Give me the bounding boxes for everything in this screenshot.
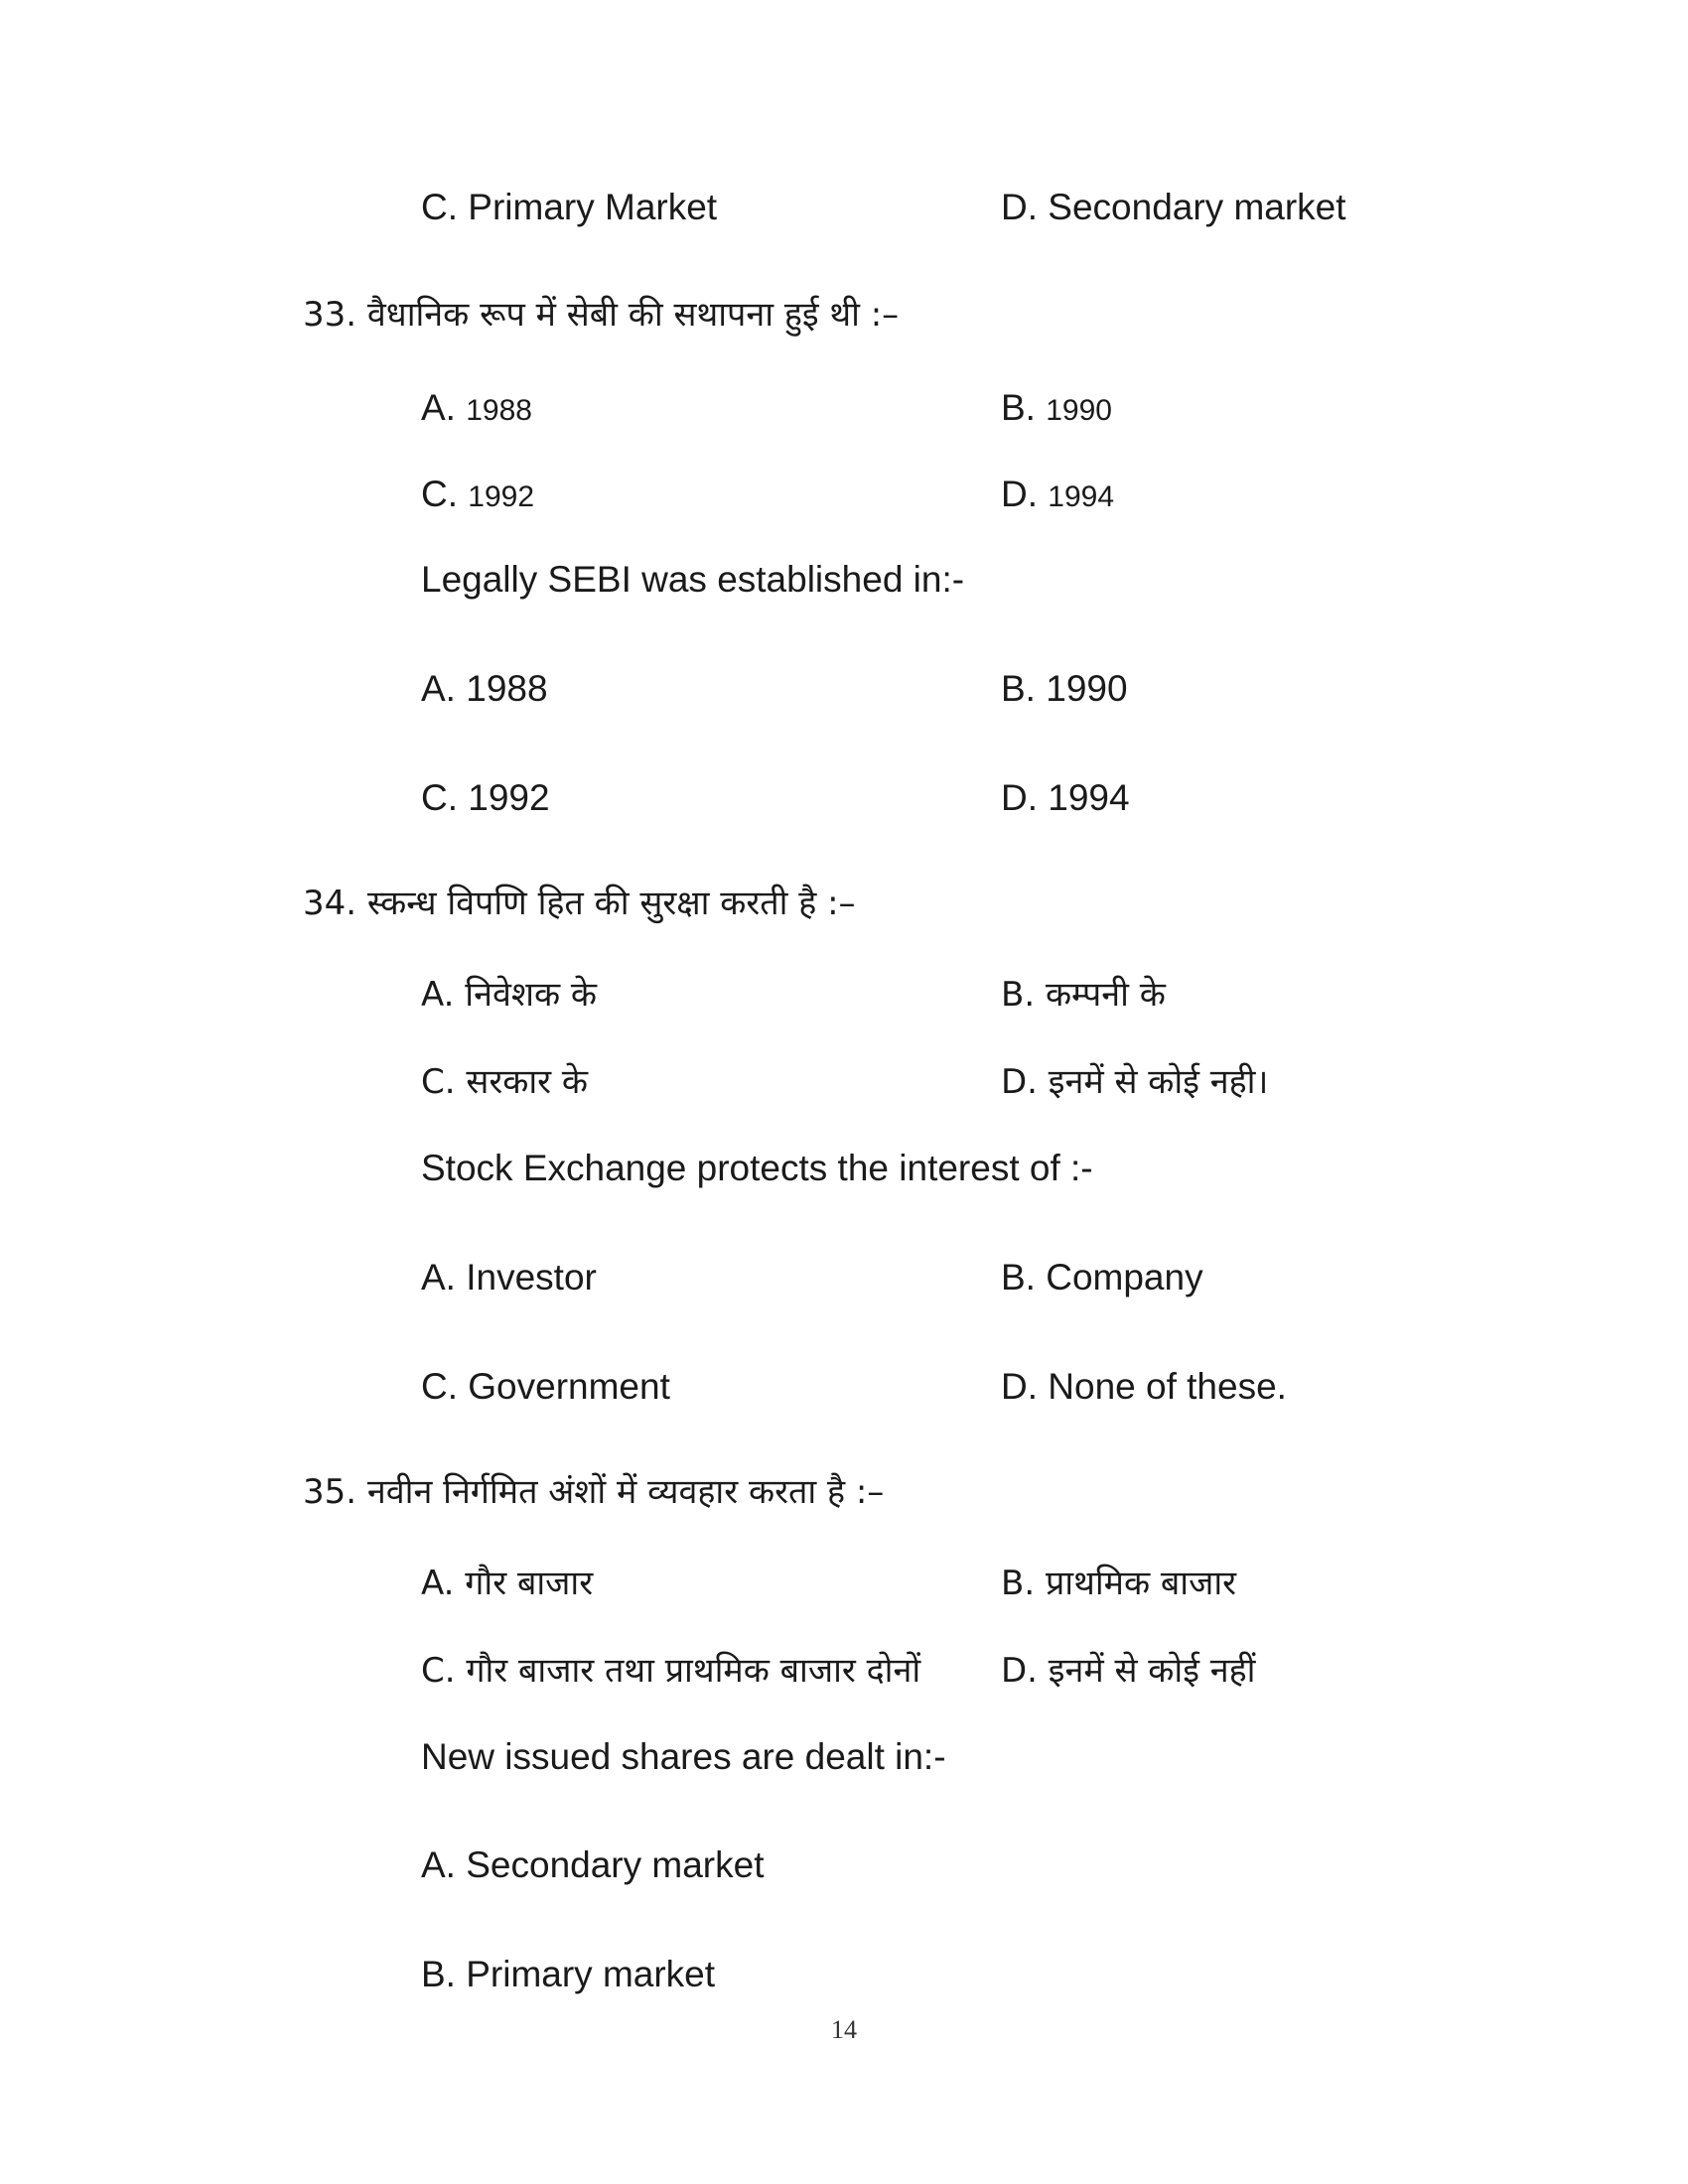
question-34-english: Stock Exchange protects the interest of :- — [421, 1148, 1093, 1188]
q35-hindi-option-b: B. प्राथमिक बाजार — [1001, 1564, 1237, 1603]
q35-hindi-option-a: A. गौर बाजार — [421, 1564, 594, 1603]
option-value: 1994 — [1048, 480, 1115, 513]
question-33-hindi: 33. वैधानिक रूप में सेबी की सथापना हुई थी :– — [303, 295, 900, 335]
q33-hindi-option-b — [1001, 389, 1112, 426]
option-c: C. Primary Market — [421, 187, 718, 227]
question-33-english: Legally SEBI was established in:- — [421, 559, 965, 600]
q33-hindi-option-a — [421, 389, 532, 426]
q34-option-a: A. Investor — [421, 1257, 597, 1297]
q35-option-b: B. Primary market — [421, 1954, 716, 1994]
q34-hindi-option-b: B. कम्पनी के — [1001, 975, 1166, 1015]
q33-option-d: D. 1994 — [1001, 777, 1130, 818]
q33-hindi-option-d — [1001, 476, 1114, 512]
option-d: D. Secondary market — [1001, 187, 1346, 227]
q33-option-a: A. 1988 — [421, 668, 548, 709]
q34-hindi-option-a: A. निवेशक के — [421, 975, 598, 1015]
q35-hindi-option-c: C. गौर बाजार तथा प्राथमिक बाजार दोनों — [421, 1651, 921, 1691]
page-number: 14 — [831, 2015, 857, 2044]
option-label: C. — [421, 474, 458, 514]
q34-option-d: D. None of these. — [1001, 1366, 1287, 1407]
q34-option-c: C. Government — [421, 1366, 670, 1407]
q34-hindi-option-d: D. इनमें से कोई नही। — [1001, 1062, 1269, 1102]
question-35-english: New issued shares are dealt in:- — [421, 1736, 946, 1777]
question-34-hindi: 34. स्कन्ध विपणि हित की सुरक्षा करती है :– — [303, 884, 856, 923]
option-label: B. — [1001, 387, 1036, 428]
q33-option-b: B. 1990 — [1001, 668, 1128, 709]
option-label: D. — [1001, 474, 1038, 514]
option-value: 1992 — [468, 480, 535, 513]
q33-hindi-option-c — [421, 476, 534, 512]
q34-option-b: B. Company — [1001, 1257, 1203, 1297]
option-value: 1988 — [466, 394, 532, 427]
option-value: 1990 — [1046, 394, 1112, 427]
q34-hindi-option-c: C. सरकार के — [421, 1062, 588, 1102]
q35-option-a: A. Secondary market — [421, 1844, 765, 1885]
option-label: A. — [421, 387, 456, 428]
q35-hindi-option-d: D. इनमें से कोई नहीं — [1001, 1651, 1256, 1691]
q33-option-c: C. 1992 — [421, 777, 550, 818]
question-35-hindi: 35. नवीन निर्गमित अंशों में व्यवहार करता है :– — [303, 1472, 885, 1512]
